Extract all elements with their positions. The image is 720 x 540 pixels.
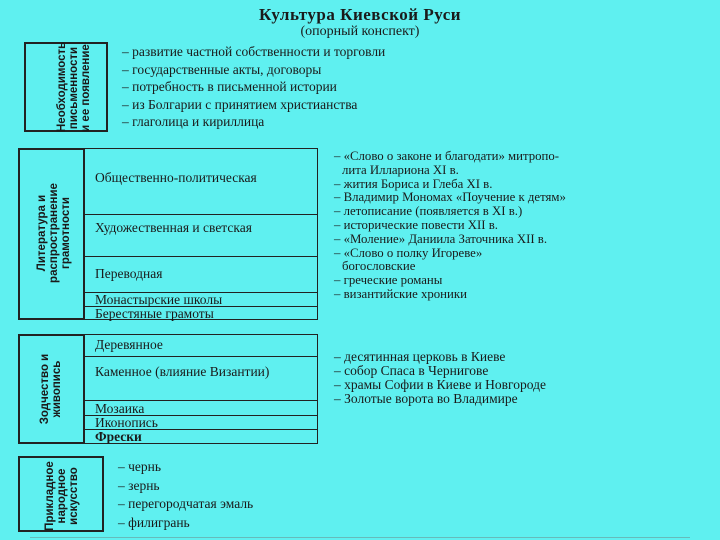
list-item: – собор Спаса в Чернигове bbox=[334, 363, 489, 378]
list-item: – перегородчатая эмаль bbox=[118, 496, 254, 511]
table-cell: Фрески bbox=[95, 429, 142, 444]
section-literature-table bbox=[84, 148, 318, 320]
table-cell: Иконопись bbox=[85, 416, 317, 430]
list-item: – развитие частной собственности и торговли bbox=[122, 44, 386, 59]
section-applied-art-label: Прикладное народное искусство bbox=[44, 461, 80, 531]
list-item: лита Иллариона XI в. bbox=[342, 162, 459, 177]
table-cell: Каменное (влияние Византии) bbox=[85, 357, 317, 401]
list-item: – десятинная церковь в Киеве bbox=[334, 349, 506, 364]
table-cell: Мозаика bbox=[85, 401, 317, 416]
list-item: – греческие романы bbox=[334, 273, 443, 288]
section-writing-label: Необходимость письменности и ее появление bbox=[56, 41, 92, 132]
section-architecture-label-box bbox=[18, 334, 85, 444]
table-cell: Монастырские школы bbox=[85, 293, 317, 307]
list-item: – государственные акты, договоры bbox=[122, 61, 322, 77]
list-item: – зернь bbox=[118, 477, 160, 493]
section-literature-label: Литература и распространение грамотности bbox=[36, 183, 72, 283]
list-item: – Золотые ворота во Владимире bbox=[334, 391, 518, 406]
section-writing-list bbox=[122, 43, 385, 131]
table-cell: Деревянное bbox=[85, 335, 317, 357]
list-item: – храмы Софии в Киеве и Новгороде bbox=[334, 377, 546, 392]
table-cell: Берестяные грамоты bbox=[95, 306, 214, 321]
section-architecture-list bbox=[334, 350, 546, 406]
list-item: – византийские хроники bbox=[334, 286, 467, 301]
list-item: – потребность в письменной истории bbox=[122, 79, 337, 94]
section-literature-label-box bbox=[18, 148, 85, 320]
section-applied-art-label-box bbox=[18, 456, 104, 532]
list-item: – Владимир Мономах «Поучение к детям» bbox=[334, 190, 566, 205]
section-writing-label-box bbox=[24, 42, 108, 132]
list-item: – глаголица и кириллица bbox=[122, 114, 265, 129]
divider bbox=[30, 537, 690, 538]
list-item: – филигрань bbox=[118, 514, 190, 530]
list-item: – чернь bbox=[118, 459, 162, 474]
section-architecture-table bbox=[84, 334, 318, 444]
list-item: – «Слово о полку Игореве» bbox=[334, 245, 483, 260]
page-title: Культура Киевской Руси bbox=[258, 5, 462, 24]
list-item: – «Моление» Даниила Заточника XII в. bbox=[334, 231, 548, 246]
section-applied-art-list bbox=[118, 458, 253, 532]
page-subtitle: (опорный конспект) bbox=[300, 24, 420, 39]
list-item: – жития Бориса и Глеба XI в. bbox=[334, 176, 493, 191]
list-item: – летописание (появляется в XI в.) bbox=[334, 204, 523, 219]
list-item: – из Болгарии с принятием христианства bbox=[122, 96, 358, 112]
table-cell: Художественная и светская bbox=[85, 215, 317, 257]
list-item: – исторические повести XII в. bbox=[334, 217, 498, 232]
list-item: богословские bbox=[342, 259, 416, 274]
section-literature-list bbox=[334, 150, 566, 302]
table-cell: Переводная bbox=[85, 257, 317, 293]
list-item: – «Слово о законе и благодати» митропо- bbox=[334, 149, 560, 163]
table-cell: Общественно-политическая bbox=[85, 149, 317, 215]
section-architecture-label: Зодчество и живопись bbox=[39, 353, 63, 425]
